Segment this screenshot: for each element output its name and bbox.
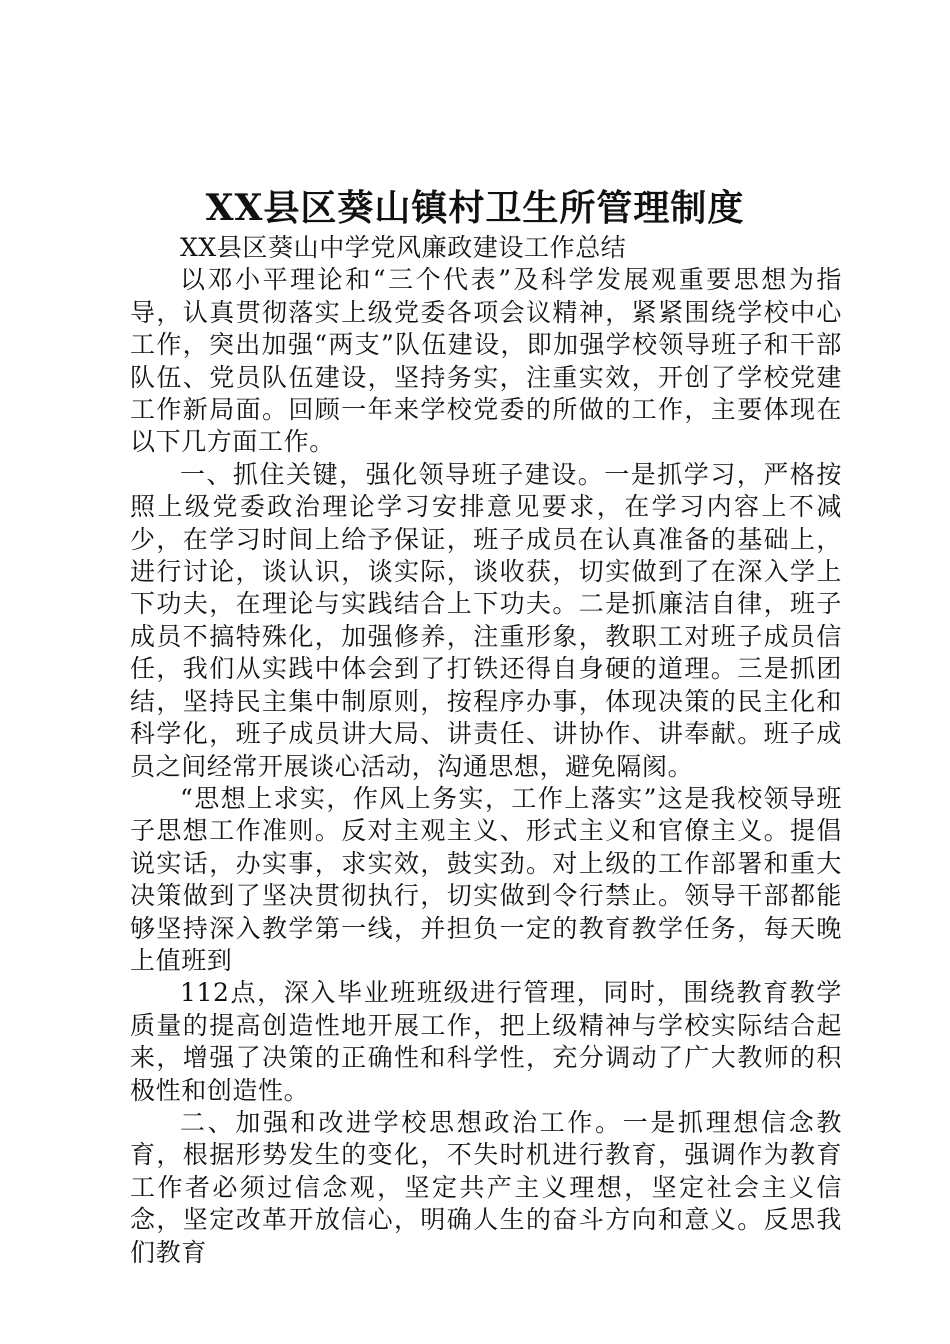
paragraph-intro: 以邓小平理论和“三个代表”及科学发展观重要思想为指导，认真贯彻落实上级党委各项会议精神，紧紧围绕学校中心工作，突出加强“两支”队伍建设，即加强学校领导班子和干部队伍、党员队伍建设，坚持务实，注重实效，开创了学校党建工作新局面。回顾一年来学校党委的所做的工作，主要体现在以下几方面工作。 xyxy=(130,265,842,457)
document-subtitle: XX县区葵山中学党风廉政建设工作总结 xyxy=(180,233,627,262)
document-title: XX县区葵山镇村卫生所管理制度 xyxy=(205,187,745,229)
document-body xyxy=(130,232,842,1269)
paragraph-graduation-class: 112点，深入毕业班班级进行管理，同时，围绕教育教学质量的提高创造性地开展工作，把上级精神与学校实际结合起来，增强了决策的正确性和科学性，充分调动了广大教师的积极性和创造性。 xyxy=(130,978,842,1105)
paragraph-ideological-work: 二、加强和改进学校思想政治工作。一是抓理想信念教育，根据形势发生的变化，不失时机进行教育，强调作为教育工作者必须过信念观，坚定共产主义理想，坚定社会主义信念，坚定改革开放信心，明确人生的奋斗方向和意义。反思我们教育 xyxy=(130,1107,842,1267)
paragraph-leadership: 一、抓住关键，强化领导班子建设。一是抓学习，严格按照上级党委政治理论学习安排意见要求，在学习内容上不减少，在学习时间上给予保证，班子成员在认真准备的基础上，进行讨论，谈认识，谈实际，谈收获，切实做到了在深入学上下功夫，在理论与实践结合上下功夫。二是抓廉洁自律，班子成员不搞特殊化，加强修养，注重形象，教职工对班子成员信任，我们从实践中体会到了打铁还得自身硬的道理。三是抓团结，坚持民主集中制原则，按程序办事，体现决策的民主化和科学化，班子成员讲大局、讲责任、讲协作、讲奉献。班子成员之间经常开展谈心活动，沟通思想，避免隔阂。 xyxy=(130,459,842,781)
paragraph-work-principles: “思想上求实，作风上务实，工作上落实”这是我校领导班子思想工作准则。反对主观主义、形式主义和官僚主义。提倡说实话，办实事，求实效，鼓实劲。对上级的工作部署和重大决策做到了坚决贯彻执行，切实做到令行禁止。领导干部都能够坚持深入教学第一线，并担负一定的教育教学任务，每天晚上值班到 xyxy=(130,783,842,975)
